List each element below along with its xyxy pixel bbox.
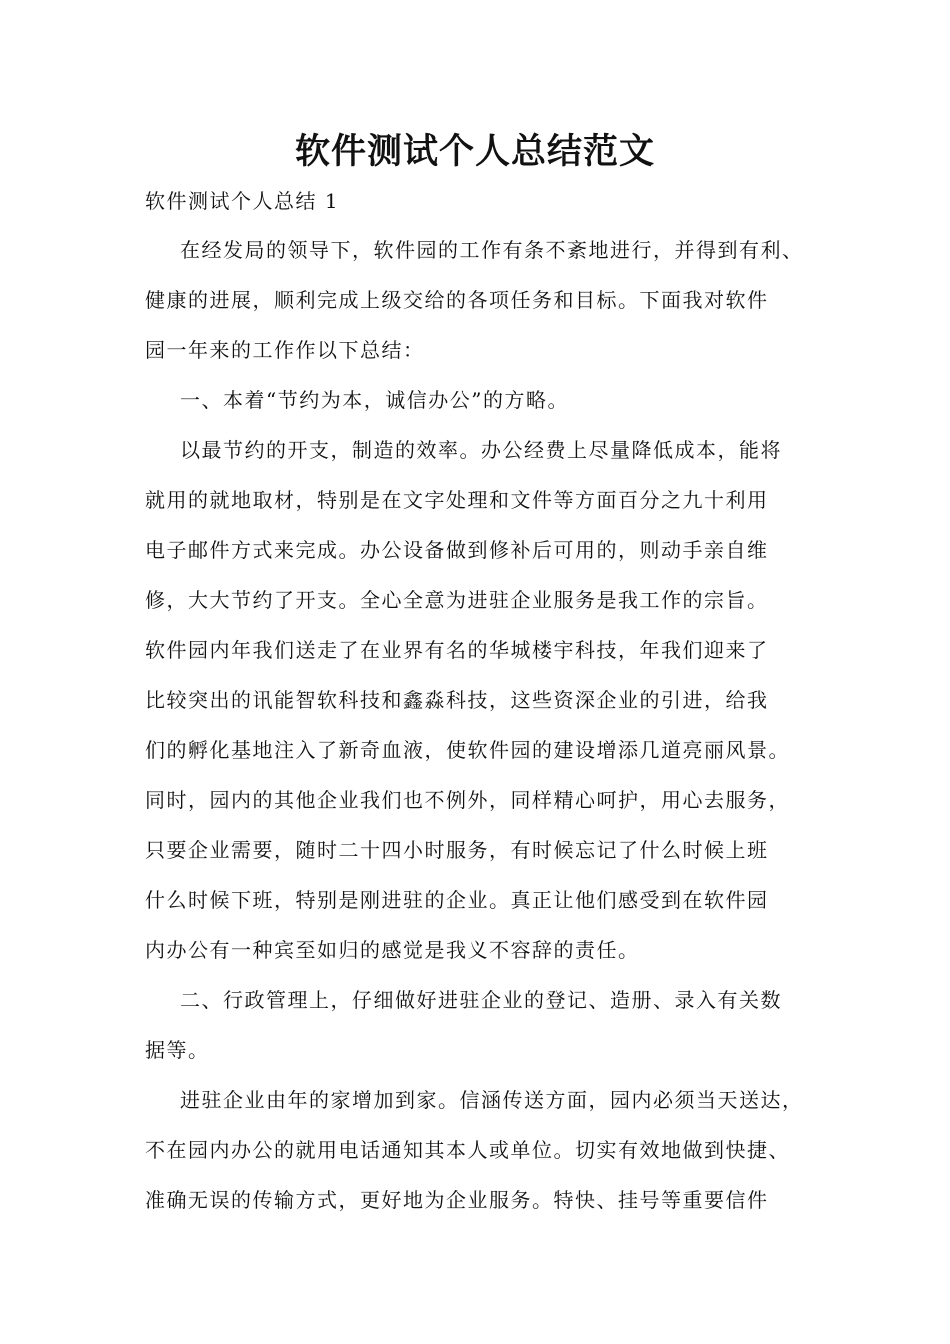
- paragraph-line: 们的孵化基地注入了新奇血液，使软件园的建设增添几道亮丽风景。: [145, 738, 790, 762]
- paragraph-line: 修，大大节约了开支。全心全意为进驻企业服务是我工作的宗旨。: [145, 588, 769, 612]
- paragraph-line: 什么时候下班，特别是刚进驻的企业。真正让他们感受到在软件园: [145, 888, 769, 912]
- paragraph-line: 园一年来的工作作以下总结：: [145, 338, 425, 362]
- paragraph-line: 就用的就地取材，特别是在文字处理和文件等方面百分之九十利用: [145, 488, 769, 512]
- section-heading: 二、行政管理上，仔细做好进驻企业的登记、造册、录入有关数: [180, 988, 782, 1012]
- paragraph-line: 同时，园内的其他企业我们也不例外，同样精心呵护，用心去服务，: [145, 788, 790, 812]
- document-title: 软件测试个人总结范文: [294, 132, 655, 172]
- paragraph-line: 比较突出的讯能智软科技和鑫淼科技，这些资深企业的引进，给我: [145, 688, 769, 712]
- paragraph-line: 不在园内办公的就用电话通知其本人或单位。切实有效地做到快捷、: [145, 1138, 790, 1162]
- paragraph-line: 以最节约的开支，制造的效率。办公经费上尽量降低成本，能将: [180, 438, 782, 462]
- paragraph-line: 软件园内年我们送走了在业界有名的华城楼宇科技，年我们迎来了: [145, 638, 769, 662]
- paragraph-line: 内办公有一种宾至如归的感觉是我义不容辞的责任。: [145, 938, 640, 962]
- paragraph-line: 准确无误的传输方式，更好地为企业服务。特快、挂号等重要信件: [145, 1188, 769, 1212]
- paragraph-line: 只要企业需要，随时二十四小时服务，有时候忘记了什么时候上班: [145, 838, 769, 862]
- paragraph-line: 电子邮件方式来完成。办公设备做到修补后可用的，则动手亲自维: [145, 538, 769, 562]
- paragraph-line: 在经发局的领导下，软件园的工作有条不紊地进行，并得到有利、: [180, 238, 804, 262]
- paragraph-line: 进驻企业由年的家增加到家。信涵传送方面，园内必须当天送达，: [180, 1088, 804, 1112]
- section-subtitle: 软件测试个人总结 1: [145, 189, 340, 213]
- section-heading: 一、本着“节约为本，诚信办公”的方略。: [180, 388, 569, 412]
- paragraph-line: 据等。: [145, 1038, 210, 1062]
- paragraph-line: 健康的进展，顺利完成上级交给的各项任务和目标。下面我对软件: [145, 288, 769, 312]
